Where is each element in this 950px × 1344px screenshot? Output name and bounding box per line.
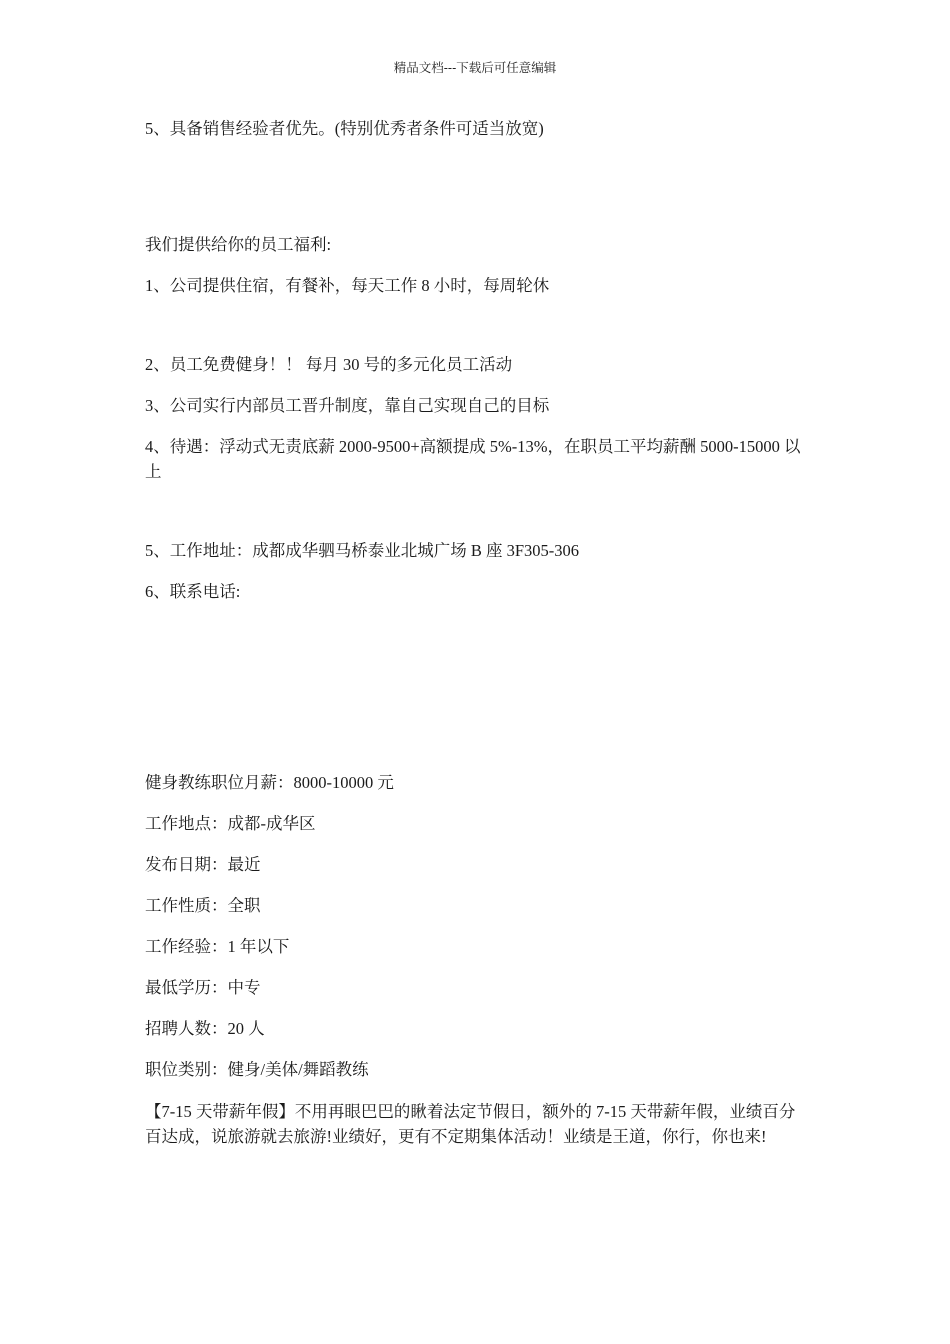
job-headcount: 招聘人数：20 人 — [145, 1019, 265, 1038]
job-experience: 工作经验：1 年以下 — [145, 937, 290, 956]
job-salary: 健身教练职位月薪：8000-10000 元 — [145, 773, 394, 792]
job-education: 最低学历：中专 — [145, 978, 261, 997]
job-location: 工作地点：成都-成华区 — [145, 814, 316, 833]
benefit-item-3: 3、公司实行内部员工晋升制度，靠自己实现自己的目标 — [145, 396, 550, 415]
benefit-item-6: 6、联系电话: — [145, 582, 241, 601]
job-type: 工作性质：全职 — [145, 896, 261, 915]
job-category: 职位类别：健身/美体/舞蹈教练 — [145, 1060, 369, 1079]
page-header: 精品文档---下载后可任意编辑 — [393, 61, 557, 75]
benefit-item-1: 1、公司提供住宿，有餐补，每天工作 8 小时，每周轮休 — [145, 276, 550, 295]
job-promo: 【7-15 天带薪年假】不用再眼巴巴的瞅着法定节假日，额外的 7-15 天带薪年假，业绩百分百达成，说旅游就去旅游!业绩好，更有不定期集体活动！业绩是王道，你行，你也来! — [145, 1102, 796, 1146]
benefit-item-5: 5、工作地址：成都成华驷马桥泰业北城广场 B 座 3F305-306 — [145, 541, 580, 560]
job-date: 发布日期：最近 — [145, 855, 261, 874]
benefits-title: 我们提供给你的员工福利: — [145, 235, 332, 254]
benefit-item-2: 2、员工免费健身！！ 每月 30 号的多元化员工活动 — [145, 355, 513, 374]
benefit-item-4: 4、待遇：浮动式无责底薪 2000-9500+高额提成 5%-13%，在职员工平均薪酬 5000-15000 以上 — [145, 437, 801, 481]
requirement-item-5: 5、具备销售经验者优先。(特别优秀者条件可适当放宽) — [145, 119, 544, 138]
